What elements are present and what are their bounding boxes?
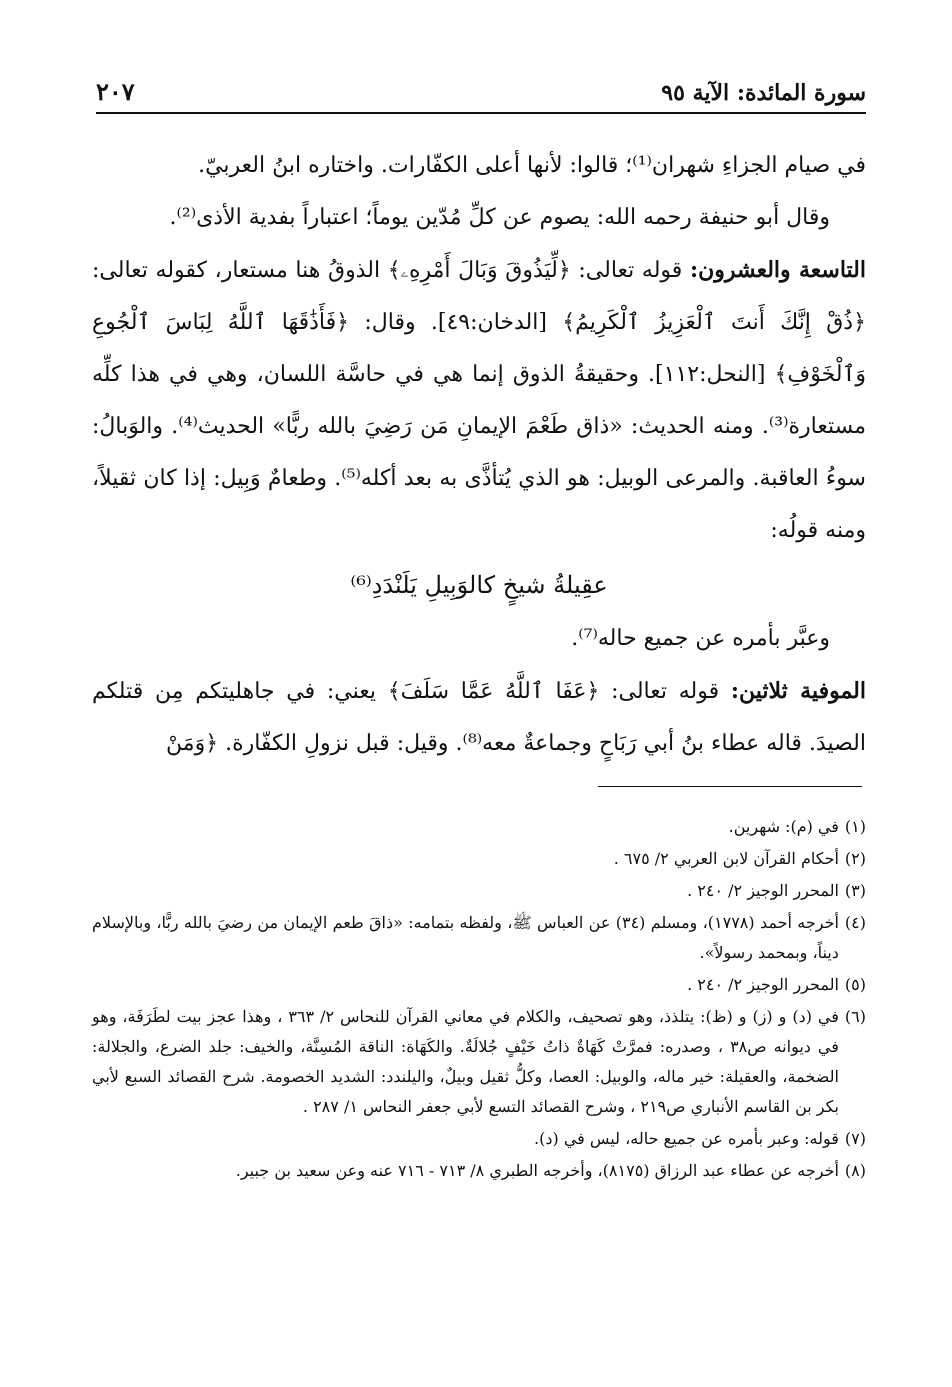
main-text: [92, 140, 866, 770]
footnote-item: [92, 1002, 866, 1122]
page-number: ٢٠٧: [96, 77, 135, 106]
paragraph-4: وعبَّر بأمره عن جميع حاله⁽⁷⁾.: [571, 626, 830, 651]
paragraph-5: [92, 665, 866, 770]
footnote-text: أخرجه أحمد (١٧٧٨)، ومسلم (٣٤) عن العباس ﷺ، ولفظه بتمامه: «ذاقَ طعم الإيمان من رضيَ بالله ربًّا، وبالإسلام ديناً، وبمحمد رسولاً».: [92, 913, 839, 962]
footnote-number: (٦): [844, 1007, 866, 1026]
footnote-text: المحرر الوجيز ٢/ ٢٤٠ .: [687, 881, 839, 900]
footnote-text: قوله: وعبر بأمره عن جميع حاله، ليس في (د).: [534, 1129, 839, 1148]
footnote-separator: [598, 786, 862, 787]
footnote-item: [92, 908, 866, 968]
footnote-number: (٥): [844, 975, 866, 994]
paragraph-3: [92, 244, 866, 557]
footnote-item: [92, 812, 866, 842]
footnote-item: [92, 844, 866, 874]
footnote-item: [92, 1156, 866, 1186]
footnote-number: (٨): [844, 1161, 866, 1180]
footnote-item: [92, 970, 866, 1000]
footnote-text: في (د) و (ز) و (ظ): يتلذذ، وهو تصحيف، والكلام في معاني القرآن للنحاس ٢/ ٣٦٣ ، وهذا عجز بيت لطَرَفَة، وهو في ديوانه ص٣٨ ، وصدره: فمرَّتْ كَهَاةٌ ذاتُ خَيْفٍ جُلالَةٌ. والكَهَاة: الناقة المُسِنَّة، والخيف: جلد الضرع، والجلالة: الضخمة، والعقيلة: خير ماله، والوبيل: العصا، وكلُّ ثقيل وبيلٌ، واليلندد: الشديد الخصومة. شرح القصائد السبع لأبي بكر بن القاسم الأنباري ص٢١٩ ، وشرح القصائد التسع لأبي جعفر النحاس ١/ ٢٨٧ .: [92, 1007, 839, 1116]
paragraph-1: في صيام الجزاءِ شهران⁽¹⁾؛ قالوا: لأنها أعلى الكفّارات. واختاره ابنُ العربيّ.: [198, 153, 866, 178]
footnote-number: (١): [844, 817, 866, 836]
footnote-item: [92, 1124, 866, 1154]
issue-heading-30: الموفية ثلاثين:: [730, 678, 866, 704]
paragraph-2: وقال أبو حنيفة رحمه الله: يصوم عن كلِّ مُدّين يوماً؛ اعتباراً بفدية الأذى⁽²⁾.: [169, 205, 830, 230]
footnote-text: أحكام القرآن لابن العربي ٢/ ٦٧٥ .: [613, 849, 839, 868]
footnote-number: (٧): [844, 1129, 866, 1148]
footnote-number: (٤): [844, 913, 866, 932]
footnote-number: (٣): [844, 881, 866, 900]
footnote-text: أخرجه عن عطاء عبد الرزاق (٨١٧٥)، وأخرجه الطبري ٨/ ٧١٣ - ٧١٦ عنه وعن سعيد بن جبير.: [235, 1161, 839, 1180]
footnote-text: في (م): شهرين.: [728, 817, 839, 836]
footnotes: [92, 812, 866, 1188]
running-header: [96, 66, 866, 114]
footnote-item: [92, 876, 866, 906]
footnote-text: المحرر الوجيز ٢/ ٢٤٠ .: [687, 975, 839, 994]
paragraph-3-text: قوله تعالى: ﴿لِّيَذُوقَ وَبَالَ أَمْرِهِۦ﴾ الذوقُ هنا مستعار، كقوله تعالى: ﴿ذُقْ إِنَّكَ أَنتَ ٱلْعَزِيزُ ٱلْكَرِيمُ﴾ [الدخان:٤٩]. وقال: ﴿فَأَذَٰقَهَا ٱللَّهُ لِبَاسَ ٱلْجُوعِ وَٱلْخَوْفِ﴾ [النحل:١١٢]. وحقيقةُ الذوق إنما هي في حاسَّة اللسان، وهي في هذا كلِّه مستعارة⁽³⁾. ومنه الحديث: «ذاق طَعْمَ الإيمانِ مَن رَضِيَ بالله ربًّا» الحديث⁽⁴⁾. والوَبالُ: سوءُ العاقبة. والمرعى الوبيل: هو الذي يُتأذَّى به بعد أكله⁽⁵⁾. وطعامٌ وَبِيل: إذا كان ثقيلاً، ومنه قولُه:: [92, 258, 866, 543]
poetry-verse: عقِيلةُ شيخٍ كالوَبِيلِ يَلَنْدَدِ⁽⁶⁾: [350, 571, 608, 599]
issue-heading-29: التاسعة والعشرون:: [689, 257, 866, 283]
paragraph-5-text: قوله تعالى: ﴿عَفَا ٱللَّهُ عَمَّا سَلَفَ﴾ يعني: في جاهليتكم مِن قتلكم الصيدَ. قاله عطاء بنُ أبي رَبَاحٍ وجماعةٌ معه⁽⁸⁾. وقيل: قبل نزولِ الكفّارة. ﴿وَمَنْ: [92, 679, 866, 756]
footnote-number: (٢): [844, 849, 866, 868]
running-title: سورة المائدة: الآية ٩٥: [661, 80, 866, 106]
